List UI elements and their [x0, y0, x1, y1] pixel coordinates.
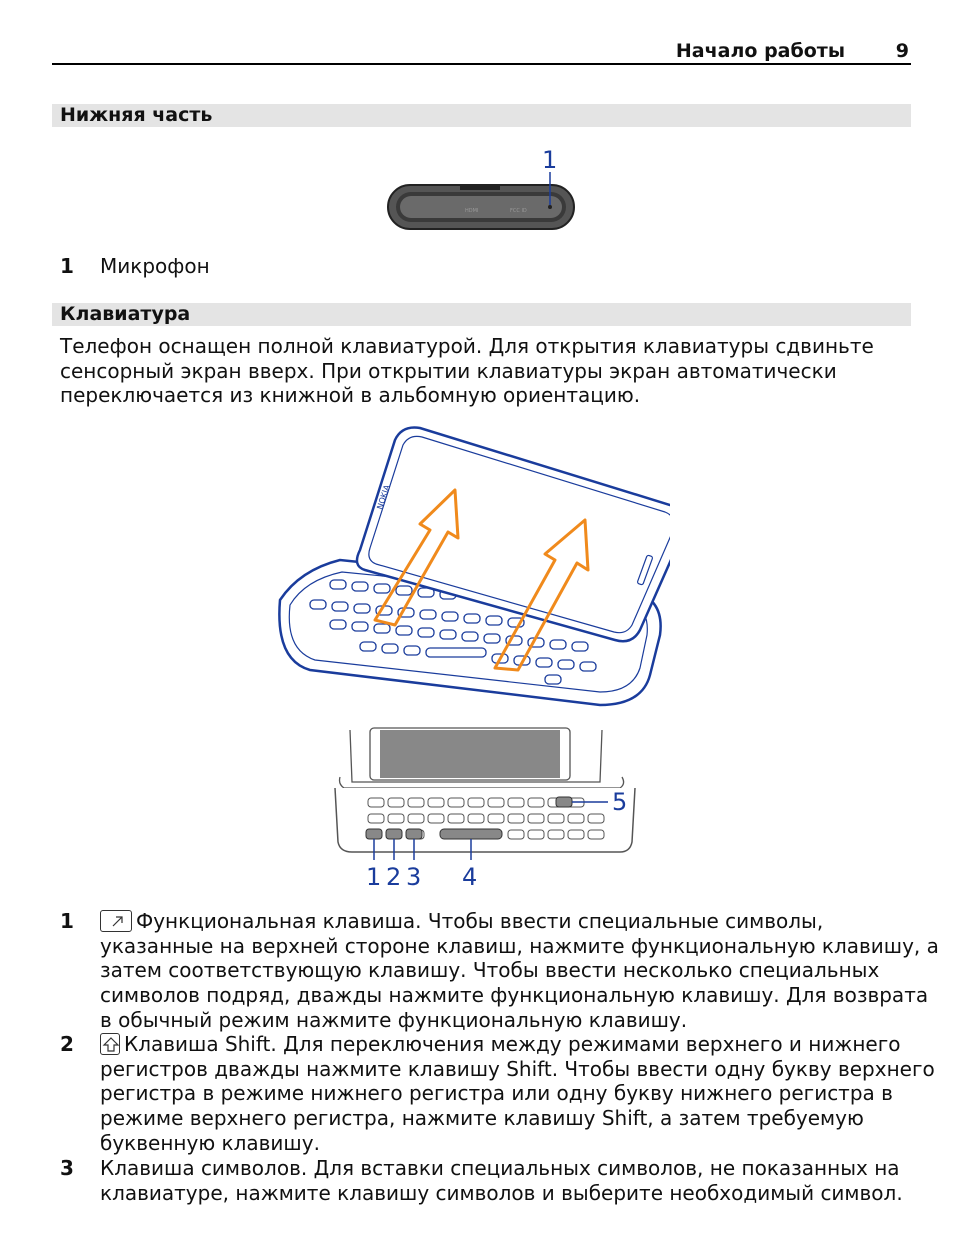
svg-text:FCC ID: FCC ID: [510, 208, 527, 214]
svg-text:NOKIA: NOKIA: [375, 483, 392, 511]
phone-bottom-illustration: [380, 140, 580, 235]
item-line: Клавиша символов. Для вставки специальных символов, не показанных на: [100, 1156, 900, 1180]
item-line: символов подряд, дважды нажмите функциональную клавишу. Для возврата: [100, 983, 929, 1008]
callout-1: 1: [542, 146, 558, 174]
intro-line: сенсорный экран вверх. При открытии клавиатуры экран автоматически: [60, 358, 837, 383]
symbol-key: [406, 829, 422, 839]
callout-4: 4: [462, 863, 478, 891]
item-line: регистра в режиме нижнего регистра или одну букву нижнего регистра в: [100, 1081, 893, 1106]
callout-5: 5: [612, 788, 628, 816]
enter-key: [556, 797, 572, 807]
item-line: в обычный режим нажмите функциональную клавишу.: [100, 1007, 688, 1032]
callout-3: 3: [406, 863, 422, 891]
item-line: затем соответствующую клавишу. Чтобы ввести несколько специальных: [100, 958, 880, 983]
function-key-icon: [100, 910, 132, 932]
section-heading-keyboard: [52, 303, 911, 326]
section-title: Нижняя часть: [60, 104, 213, 126]
section-heading-bottom: [52, 104, 911, 127]
microphone-hole: [548, 205, 552, 209]
function-key: [366, 829, 382, 839]
phone-slide-illustration: [270, 420, 670, 710]
callout-2: 2: [386, 863, 402, 891]
item-number: 2: [60, 1032, 74, 1056]
item-line: Клавиша Shift. Для переключения между режимами верхнего и нижнего: [124, 1032, 901, 1056]
shift-key-icon: [100, 1033, 120, 1055]
page-number: 9: [895, 40, 909, 62]
space-key: [440, 829, 502, 839]
item-line: режиме верхнего регистра, нажмите клавишу Shift, а затем требуемую: [100, 1106, 864, 1131]
keyboard-intro: [60, 334, 910, 408]
item-line: регистров дважды нажмите клавишу Shift. Чтобы ввести одну букву верхнего: [100, 1056, 935, 1081]
callout-1: 1: [366, 863, 382, 891]
keyboard-callout-illustration: [330, 722, 650, 897]
chapter-title: Начало работы: [675, 40, 845, 62]
item-line: клавиатуре, нажмите клавишу символов и выберите необходимый символ.: [100, 1180, 903, 1205]
item-line: Функциональная клавиша. Чтобы ввести специальные символы,: [136, 909, 824, 933]
svg-text:HDMI: HDMI: [465, 208, 479, 214]
legend-text: Микрофон: [100, 254, 210, 278]
item-number: 1: [60, 909, 74, 933]
item-number: 3: [60, 1156, 74, 1180]
legend-number: 1: [60, 254, 74, 278]
item-line: буквенную клавишу.: [100, 1130, 320, 1155]
page-header: [52, 38, 911, 65]
shift-key: [386, 829, 402, 839]
section-title: Клавиатура: [60, 303, 191, 325]
intro-line: Телефон оснащен полной клавиатурой. Для открытия клавиатуры сдвиньте: [60, 334, 874, 358]
intro-line: переключается из книжной в альбомную ориентацию.: [60, 383, 641, 407]
item-line: указанные на верхней стороне клавиш, нажмите функциональную клавишу, а: [100, 933, 939, 958]
